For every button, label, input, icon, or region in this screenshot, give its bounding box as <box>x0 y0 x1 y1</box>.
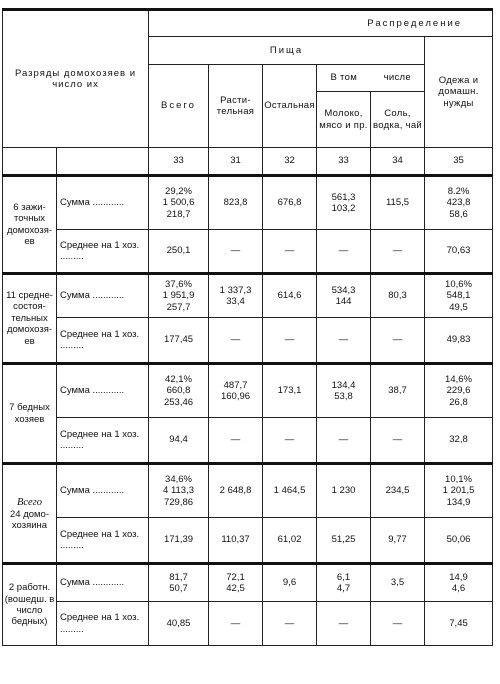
value-line: 14,6% <box>445 373 472 385</box>
value-line: 1 500,6 <box>162 197 195 209</box>
column-number: 35 <box>425 148 493 176</box>
table-body <box>3 176 493 646</box>
value-line: 26,8 <box>449 396 468 408</box>
value-line: 614,6 <box>277 290 302 302</box>
value-line: 1 201,5 <box>442 485 475 497</box>
value-line: 823,8 <box>223 197 248 209</box>
household-category <box>3 564 57 646</box>
value-line: — <box>392 434 403 446</box>
value-line: — <box>338 245 349 257</box>
value-cell <box>149 464 209 518</box>
value-cell <box>317 176 371 230</box>
distribution-header: Распределение <box>149 10 493 37</box>
value-line: 53,8 <box>334 391 353 402</box>
row-label-sum: Сумма ............ <box>57 274 149 318</box>
value-cell <box>317 364 371 418</box>
value-line: 8.2% <box>447 185 470 197</box>
value-line: — <box>392 617 403 629</box>
value-line: 253,46 <box>163 396 194 408</box>
household-category <box>3 274 57 364</box>
value-cell <box>371 518 425 564</box>
category-name: 2 работн. (вошедш. в число бедных) <box>4 582 55 628</box>
value-cell <box>317 274 371 318</box>
value-line: 3,5 <box>390 577 405 589</box>
row-label-average: Среднее на 1 хоз. ......... <box>57 230 149 274</box>
value-line: 487,7 <box>223 379 248 391</box>
value-cell <box>317 564 371 602</box>
value-cell <box>263 418 317 464</box>
milk-meat-header: Молоко, мясо и пр. <box>317 92 371 148</box>
value-cell <box>209 564 263 602</box>
value-line: 676,8 <box>277 197 302 209</box>
value-line: 660,8 <box>166 385 191 397</box>
value-cell <box>209 418 263 464</box>
value-line: 49,83 <box>446 334 471 346</box>
value-line: 173,1 <box>277 385 302 397</box>
value-cell <box>425 176 493 230</box>
table-row <box>3 464 493 518</box>
value-line: 9,6 <box>282 577 297 589</box>
value-line: 218,7 <box>166 208 191 220</box>
table-row <box>3 318 493 364</box>
household-category <box>3 464 57 564</box>
table-row <box>3 418 493 464</box>
value-line: 1 230 <box>331 485 356 497</box>
value-line: 548,1 <box>446 290 471 302</box>
value-line: 257,7 <box>166 301 191 313</box>
food-header: Пища <box>149 37 425 65</box>
value-line: 1 464,5 <box>273 485 306 497</box>
value-cell <box>263 364 317 418</box>
value-cell <box>425 464 493 518</box>
value-cell <box>263 464 317 518</box>
value-line: 81,7 <box>169 571 188 583</box>
column-number-row <box>3 148 493 176</box>
in-that-header-right: числе <box>371 65 425 92</box>
column-number: 33 <box>149 148 209 176</box>
value-line: — <box>230 434 241 446</box>
value-line: 103,2 <box>331 203 356 214</box>
value-cell <box>317 518 371 564</box>
value-cell <box>209 364 263 418</box>
in-that-header-left: В том <box>317 65 371 92</box>
value-line: — <box>284 434 295 446</box>
row-label-sum: Сумма ............ <box>57 364 149 418</box>
table-row <box>3 602 493 646</box>
column-number: 32 <box>263 148 317 176</box>
number-blank-cell <box>3 148 57 176</box>
value-line: — <box>230 617 241 629</box>
total-header: Всего <box>149 65 209 148</box>
table-row <box>3 176 493 230</box>
value-line: — <box>392 334 403 346</box>
value-line: 37,6% <box>165 278 192 290</box>
category-name: 24 домо- хозяина <box>9 508 49 532</box>
value-line: 134,9 <box>446 496 471 508</box>
value-cell <box>371 418 425 464</box>
column-number: 31 <box>209 148 263 176</box>
household-category <box>3 364 57 464</box>
value-line: 9,77 <box>388 534 407 546</box>
value-cell <box>425 364 493 418</box>
value-line: 4 113,3 <box>163 485 195 497</box>
table-row <box>3 564 493 602</box>
value-line: 10,1% <box>445 473 472 485</box>
value-line: 7,45 <box>449 617 468 629</box>
value-line: — <box>338 434 349 446</box>
value-line: 32,8 <box>449 434 468 446</box>
column-number: 34 <box>371 148 425 176</box>
value-line: 42,5 <box>226 583 245 594</box>
value-cell <box>371 464 425 518</box>
other-food-header: Остальная <box>263 65 317 148</box>
value-cell <box>425 274 493 318</box>
value-line: 33,4 <box>226 296 245 307</box>
value-line: 6,1 <box>336 571 351 583</box>
value-cell <box>263 318 317 364</box>
value-cell <box>317 464 371 518</box>
plant-food-header: Расти- тельная <box>209 65 263 148</box>
value-cell <box>425 418 493 464</box>
table-row <box>3 274 493 318</box>
number-blank-cell <box>57 148 149 176</box>
value-line: 10,6% <box>445 278 472 290</box>
category-italic-label: Всего <box>17 496 42 508</box>
value-cell <box>263 230 317 274</box>
value-line: 534,3 <box>331 284 356 296</box>
table-row <box>3 364 493 418</box>
value-line: — <box>338 334 349 346</box>
value-line: 14,9 <box>449 571 468 583</box>
value-line: 4,7 <box>336 583 351 594</box>
value-line: 144 <box>335 296 352 307</box>
value-line: 58,6 <box>449 208 468 220</box>
row-label-sum: Сумма ............ <box>57 176 149 230</box>
value-line: — <box>284 245 295 257</box>
value-line: 61,02 <box>277 534 302 546</box>
value-line: 561,3 <box>331 191 356 203</box>
table-row <box>3 518 493 564</box>
value-line: 70,63 <box>446 245 471 257</box>
value-line: 38,7 <box>388 385 407 397</box>
value-line: 134,4 <box>331 379 356 391</box>
value-line: 229,6 <box>446 385 471 397</box>
value-cell <box>149 274 209 318</box>
value-cell <box>263 176 317 230</box>
value-cell <box>149 230 209 274</box>
value-line: 115,5 <box>385 197 410 209</box>
column-number: 33 <box>317 148 371 176</box>
value-cell <box>149 518 209 564</box>
value-cell <box>209 274 263 318</box>
value-line: 4,6 <box>451 583 466 594</box>
value-line: 729,86 <box>163 496 194 508</box>
value-cell <box>149 364 209 418</box>
value-line: — <box>230 334 241 346</box>
value-cell <box>371 230 425 274</box>
value-cell <box>149 318 209 364</box>
row-label-sum: Сумма ............ <box>57 564 149 602</box>
value-line: — <box>230 245 241 257</box>
value-line: 171,39 <box>163 534 194 546</box>
value-cell <box>209 518 263 564</box>
value-cell <box>317 318 371 364</box>
value-line: 423,8 <box>446 197 471 209</box>
value-cell <box>209 230 263 274</box>
value-cell <box>317 230 371 274</box>
household-category <box>3 176 57 274</box>
header-row-1 <box>3 10 493 37</box>
value-line: 42,1% <box>165 373 192 385</box>
table-row <box>3 230 493 274</box>
value-line: 80,3 <box>388 290 407 302</box>
value-cell <box>371 176 425 230</box>
value-line: 94,4 <box>169 434 188 446</box>
value-line: 50,7 <box>169 583 188 594</box>
value-cell <box>371 318 425 364</box>
value-cell <box>371 364 425 418</box>
value-cell <box>263 274 317 318</box>
category-header: Разряды домохозяев и число их <box>3 10 149 148</box>
value-cell <box>425 230 493 274</box>
value-cell <box>425 518 493 564</box>
value-line: 234,5 <box>385 485 410 497</box>
value-cell <box>425 602 493 646</box>
value-cell <box>209 176 263 230</box>
clothing-header: Одежа и домашн. нужды <box>425 37 493 148</box>
value-line: 50,06 <box>446 534 471 546</box>
value-cell <box>209 318 263 364</box>
salt-vodka-tea-header: Соль, водка, чай <box>371 92 425 148</box>
row-label-average: Среднее на 1 хоз. ......... <box>57 602 149 646</box>
value-cell <box>149 418 209 464</box>
value-line: — <box>338 617 349 629</box>
value-cell <box>209 602 263 646</box>
value-line: 110,37 <box>221 534 250 546</box>
value-line: 160,96 <box>220 391 251 402</box>
value-cell <box>149 176 209 230</box>
category-name: 7 бедных хозяев <box>9 402 50 425</box>
value-cell <box>263 564 317 602</box>
value-line: 49,5 <box>449 301 468 313</box>
value-line: 72,1 <box>226 571 245 583</box>
value-line: 1 951,9 <box>162 290 195 302</box>
value-cell <box>209 464 263 518</box>
value-line: 250,1 <box>166 245 191 257</box>
value-cell <box>317 602 371 646</box>
value-cell <box>149 602 209 646</box>
value-line: 34,6% <box>165 473 192 485</box>
value-line: 2 648,8 <box>219 485 252 497</box>
row-label-average: Среднее на 1 хоз. ......... <box>57 518 149 564</box>
value-line: — <box>284 617 295 629</box>
row-label-average: Среднее на 1 хоз. ......... <box>57 318 149 364</box>
value-line: — <box>284 334 295 346</box>
value-line: — <box>392 245 403 257</box>
value-cell <box>425 318 493 364</box>
category-name: 11 средне- состоя- тельных домохозя- ев <box>6 290 53 347</box>
value-line: 177,45 <box>163 334 194 346</box>
value-cell <box>317 418 371 464</box>
value-cell <box>371 564 425 602</box>
row-label-sum: Сумма ............ <box>57 464 149 518</box>
value-cell <box>263 602 317 646</box>
value-line: 1 337,3 <box>219 284 252 296</box>
value-cell <box>371 274 425 318</box>
value-cell <box>263 518 317 564</box>
value-line: 40,85 <box>166 617 191 629</box>
value-cell <box>149 564 209 602</box>
value-cell <box>425 564 493 602</box>
row-label-average: Среднее на 1 хоз. ......... <box>57 418 149 464</box>
category-name: 6 зажи- точных домохозя- ев <box>6 201 53 247</box>
value-cell <box>371 602 425 646</box>
value-line: 29,2% <box>165 185 192 197</box>
value-line: 51,25 <box>331 534 356 546</box>
budget-distribution-table <box>2 8 493 646</box>
